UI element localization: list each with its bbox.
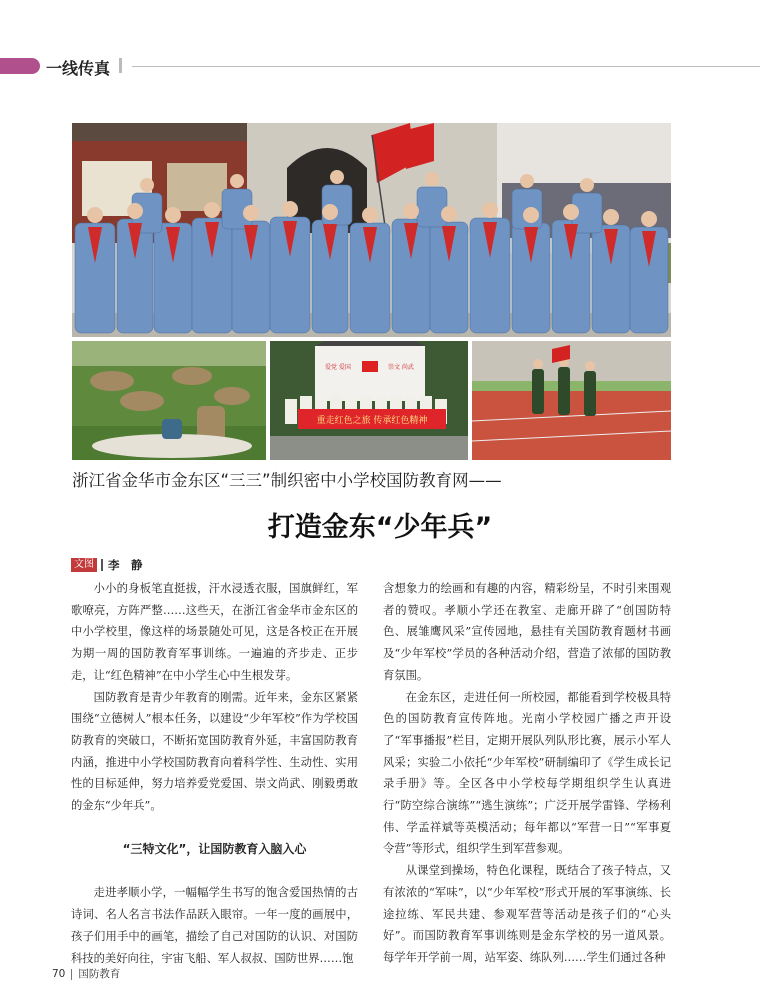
page-number: 70 <box>52 968 66 980</box>
section-separator <box>119 58 122 73</box>
paragraph: 在金东区，走进任何一所校园，都能看到学校极具特色的国防教育宣传阵地。光南小学校园广播之声开设了“军事播报”栏目，定期开展队列队形比赛，展示小军人风采；实验二小依托“少年军校”研制编印了《学生成长记录手册》等。全区各中小学校每学期组织学生认真进行“防空综合演练”“逃生演练”；广泛开展学雷锋、学杨利伟、学孟祥斌等英模活动；每年都以“军营一日”“军事夏令营”等形式，组织学生到军营参观。 <box>383 690 671 856</box>
paragraph-continuation: 含想象力的绘画和有趣的内容，精彩纷呈，不时引来围观者的赞叹。孝顺小学还在教室、走廊开辟了“创国防特色、展雏鹰风采”宣传园地，悬挂有关国防教育题材书画及“少年军校”学员的各种活动介绍，营造了浓郁的国防教育氛围。 <box>383 582 671 682</box>
footer-separator <box>71 969 72 980</box>
wall-slogan-right: 崇文 尚武 <box>388 364 414 371</box>
main-photo <box>72 123 671 337</box>
byline <box>71 557 143 573</box>
paragraph: 走进孝顺小学，一幅幅学生书写的饱含爱国热情的古诗词、名人名言书法作品跃入眼帘。一年一度的画展中，孩子们用手中的画笔，描绘了自己对国防的认识、对国防科技的美好向往，宇宙飞船、军人叔叔、国防世界……饱 <box>71 886 358 965</box>
left-column <box>71 578 358 969</box>
honor-guard-photo <box>472 341 671 460</box>
section-rule <box>132 66 760 67</box>
byline-tag: 文图 <box>71 558 97 572</box>
banner-photo <box>270 341 468 460</box>
paragraph: 国防教育是青少年教育的刚需。近年来，金东区紧紧围绕“立德树人”根本任务，以建设“少年军校”作为学校国防教育的突破口，不断拓宽国防教育外延，丰富国防教育内涵，推进中小学校国防教育向着科学性、生动性、实用性的目标延伸，努力培养爱党爱国、崇文尚武、刚毅勇敢的金东“少年兵”。 <box>71 690 358 813</box>
training-photo <box>72 341 266 460</box>
paragraph: 从课堂到操场，特色化课程，既结合了孩子特点，又有浓浓的“军味”，以“少年军校”形式开展的军事演练、长途拉练、军民共建、参观军营等活动是孩子们的“心头好”。而国防教育军事训练则是金东学校的另一道风景。每学年开学前一周，站军姿、练队列……学生们通过各种 <box>383 864 671 964</box>
right-column <box>383 578 671 969</box>
section-title: 一线传真 <box>46 59 111 78</box>
paragraph: 小小的身板笔直挺拔，汗水浸透衣服，国旗鲜红，军歌嘹亮，方阵严整……这些天，在浙江省金华市金东区的中小学校里，像这样的场景随处可见，这是各校正在开展为期一周的国防教育军事训练。一遍遍的齐步走、正步走，让“红色精神”在中小学生心中生根发芽。 <box>71 582 358 682</box>
byline-separator <box>101 559 103 571</box>
section-heading: “三特文化”，让国防教育入脑入心 <box>122 841 307 856</box>
magazine-name: 国防教育 <box>78 968 121 980</box>
section-header <box>0 56 760 78</box>
article-headline: 打造金东“少年兵” <box>267 512 493 543</box>
author-name: 李 静 <box>108 558 143 572</box>
page-footer <box>52 966 120 981</box>
wall-slogan-left: 爱党 爱国 <box>325 364 351 371</box>
banner-text: 重走红色之旅 传承红色精神 <box>316 416 428 426</box>
article-subtitle: 浙江省金华市金东区“三三”制织密中小学校国防教育网—— <box>72 471 502 490</box>
section-tab-marker <box>0 58 40 74</box>
